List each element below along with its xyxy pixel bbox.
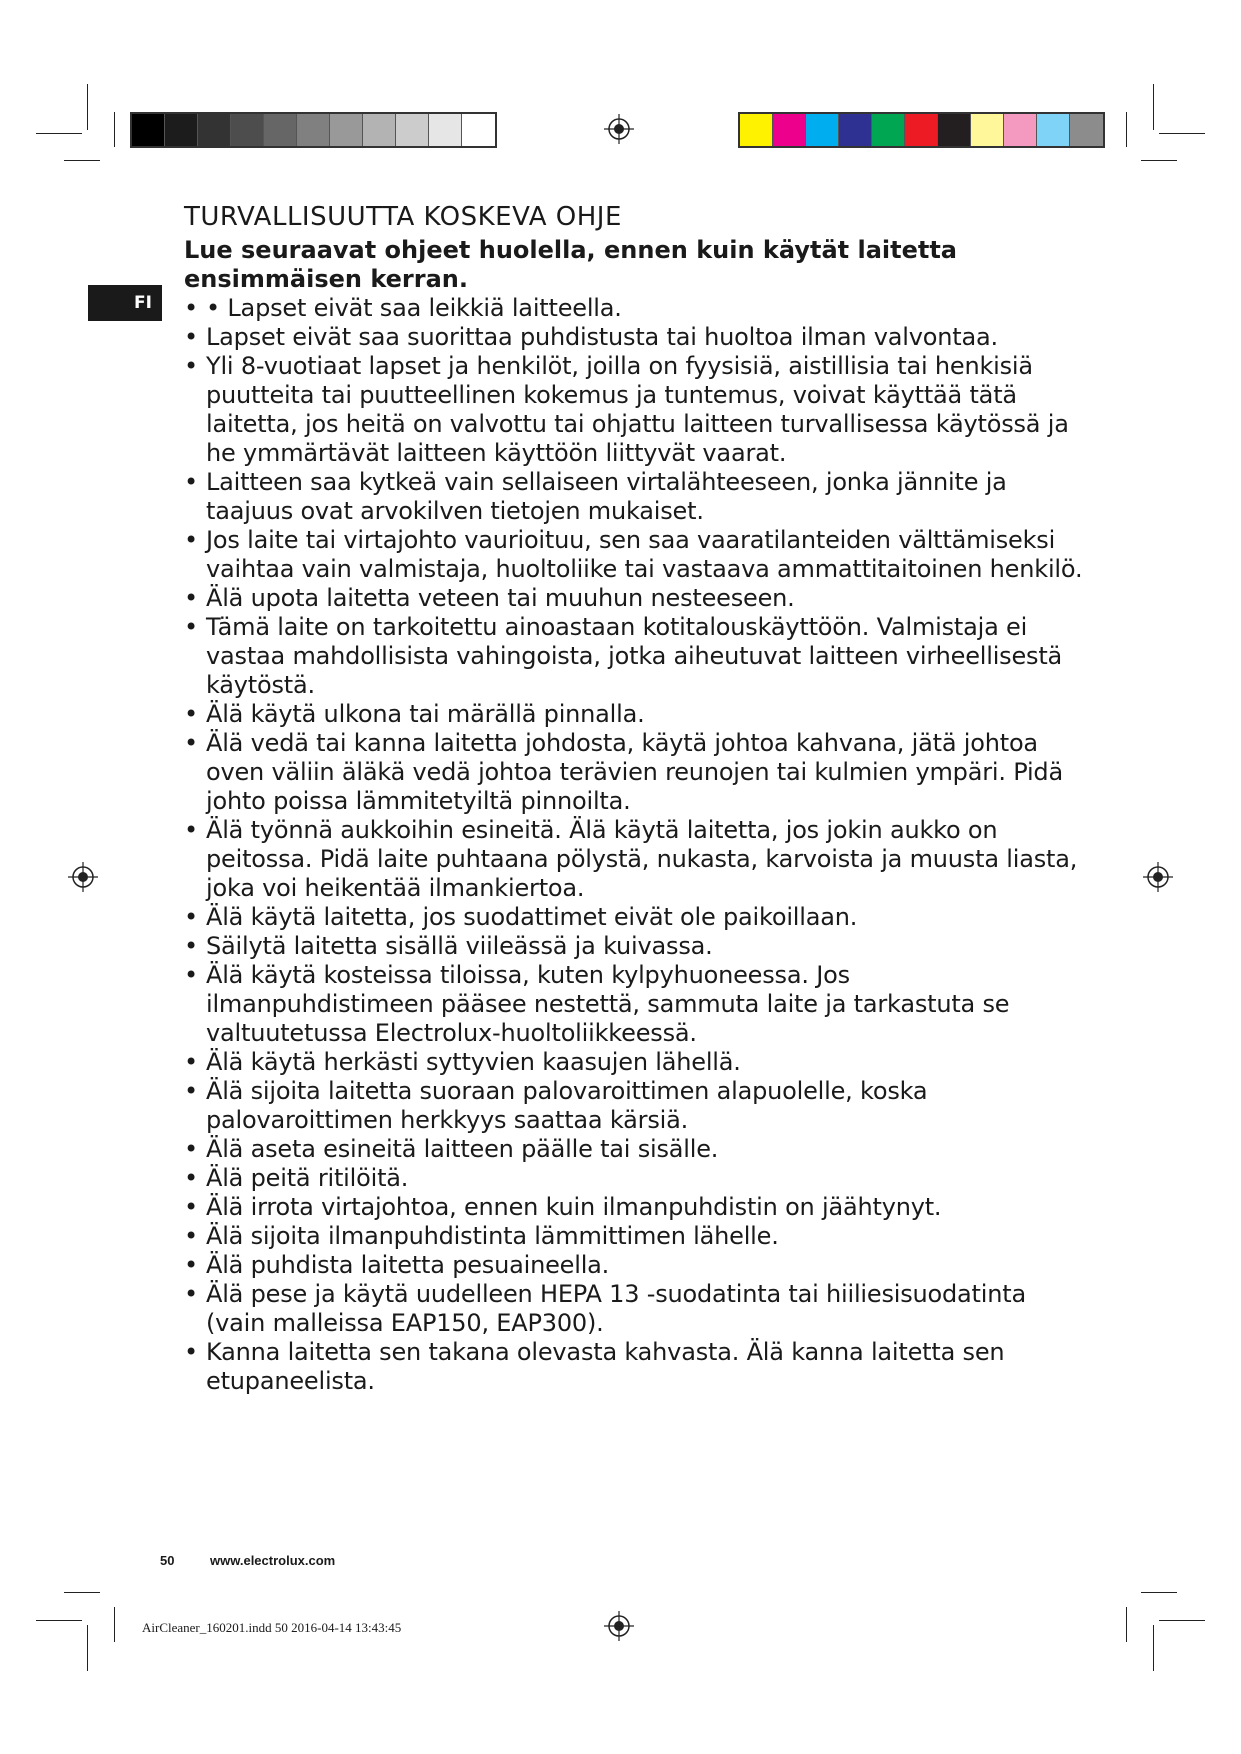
list-item-text: Säilytä laitetta sisällä viileässä ja kuivassa. (206, 932, 713, 960)
list-item (184, 468, 1084, 526)
page-number: 50 (160, 1553, 175, 1568)
language-tab: FI (88, 285, 162, 321)
list-item (184, 584, 1084, 613)
list-item (184, 961, 1084, 1048)
list-item (184, 294, 1084, 323)
crop-mark (36, 133, 82, 134)
list-item-text: Älä peitä ritilöitä. (206, 1164, 409, 1192)
color-swatch (938, 114, 971, 146)
bullet-icon: • (184, 1135, 198, 1163)
gray-swatch (297, 114, 330, 146)
crop-mark (64, 1592, 100, 1593)
list-item (184, 1193, 1084, 1222)
list-item-text: Älä käytä herkästi syttyvien kaasujen lähellä. (206, 1048, 741, 1076)
color-swatch (971, 114, 1004, 146)
safety-section (184, 200, 1084, 1396)
gray-swatch (330, 114, 363, 146)
gray-swatch (132, 114, 165, 146)
crop-mark (1126, 112, 1127, 147)
list-item-text: Älä irrota virtajohtoa, ennen kuin ilmanpuhdistin on jäähtynyt. (206, 1193, 942, 1221)
color-swatch (806, 114, 839, 146)
list-item-text: Älä sijoita ilmanpuhdistinta lämmittimen lähelle. (206, 1222, 779, 1250)
footer-url: www.electrolux.com (210, 1553, 336, 1568)
bullet-icon: • (184, 1048, 198, 1076)
bullet-icon: • (184, 1251, 198, 1279)
crop-mark (1153, 1625, 1154, 1671)
list-item (184, 1135, 1084, 1164)
list-item (184, 1251, 1084, 1280)
bullet-icon: • (184, 1077, 198, 1105)
bullet-icon: • (184, 613, 198, 641)
list-item (184, 700, 1084, 729)
bullet-icon: • (184, 932, 198, 960)
gray-swatch (396, 114, 429, 146)
list-item (184, 729, 1084, 816)
list-item-text: Älä käytä kosteissa tiloissa, kuten kylpyhuoneessa. Jos ilmanpuhdistimeen pääsee nestettä, sammuta laite ja tarkastuta se valtuutetussa Electrolux-huoltoliikkeessä. (206, 961, 1010, 1047)
list-item-text: Älä vedä tai kanna laitetta johdosta, käytä johtoa kahvana, jätä johtoa oven väliin äläkä vedä johtoa terävien reunojen tai kulmien ympäri. Pidä johto poissa lämmitetyiltä pinnoilta. (206, 729, 1063, 815)
grayscale-bar (130, 112, 497, 148)
registration-mark-icon (604, 114, 634, 144)
color-swatch (1004, 114, 1037, 146)
list-item-text: Älä upota laitetta veteen tai muuhun nesteeseen. (206, 584, 795, 612)
crop-mark (114, 112, 115, 147)
crop-mark (87, 1625, 88, 1671)
bullet-icon: • (184, 700, 198, 728)
color-swatch (773, 114, 806, 146)
list-item-text: Kanna laitetta sen takana olevasta kahvasta. Älä kanna laitetta sen etupaneelista. (206, 1338, 1005, 1395)
bullet-icon: • (184, 961, 198, 989)
bullet-icon: • (184, 816, 198, 844)
section-title: TURVALLISUUTTA KOSKEVA OHJE (184, 202, 622, 232)
bullet-icon: • (184, 294, 198, 322)
list-item-text: Älä puhdista laitetta pesuaineella. (206, 1251, 610, 1279)
list-item-text: Tämä laite on tarkoitettu ainoastaan kotitalouskäyttöön. Valmistaja ei vastaa mahdollisista vahingoista, jotka aiheutuvat laitteen virheellisestä käytöstä. (206, 613, 1063, 699)
list-item (184, 1338, 1084, 1396)
list-item-text: Älä käytä laitetta, jos suodattimet eivät ole paikoillaan. (206, 903, 858, 931)
crop-mark (1141, 160, 1177, 161)
crop-mark (1153, 84, 1154, 130)
gray-swatch (429, 114, 462, 146)
list-item (184, 352, 1084, 468)
gray-swatch (231, 114, 264, 146)
list-item (184, 613, 1084, 700)
list-item (184, 932, 1084, 961)
gray-swatch (165, 114, 198, 146)
color-swatch (905, 114, 938, 146)
registration-mark-icon (1143, 862, 1173, 892)
bullet-icon: • (184, 352, 198, 380)
gray-swatch (363, 114, 396, 146)
registration-mark-icon (604, 1611, 634, 1641)
list-item (184, 1222, 1084, 1251)
list-item (184, 323, 1084, 352)
list-item-text: Älä pese ja käytä uudelleen HEPA 13 -suodatinta tai hiiliesisuodatinta (vain malleissa EAP150, EAP300). (206, 1280, 1026, 1337)
color-swatch (1070, 114, 1103, 146)
color-swatch (1037, 114, 1070, 146)
list-item-text: Laitteen saa kytkeä vain sellaiseen virtalähteeseen, jonka jännite ja taajuus ovat arvokilven tietojen mukaiset. (206, 468, 1007, 525)
crop-mark (1126, 1607, 1127, 1642)
bullet-icon: • (184, 323, 198, 351)
crop-mark (87, 84, 88, 130)
gray-swatch (264, 114, 297, 146)
list-item (184, 1280, 1084, 1338)
color-bar (738, 112, 1105, 148)
registration-mark-icon (68, 862, 98, 892)
bullet-icon: • (184, 468, 198, 496)
print-slug: AirCleaner_160201.indd 50 2016-04-14 13:43:45 (142, 1620, 402, 1635)
crop-mark (1141, 1592, 1177, 1593)
list-item (184, 816, 1084, 903)
crop-mark (1159, 1620, 1205, 1621)
list-item-text: Älä sijoita laitetta suoraan palovaroittimen alapuolelle, koska palovaroittimen herkkyys saattaa kärsiä. (206, 1077, 928, 1134)
color-swatch (839, 114, 872, 146)
list-item (184, 1164, 1084, 1193)
bullet-icon: • (184, 1193, 198, 1221)
list-item-text: Yli 8-vuotiaat lapset ja henkilöt, joilla on fyysisiä, aistillisia tai henkisiä puutteita tai puutteellinen kokemus ja tuntemus, voivat käyttää tätä laitetta, jos heitä on valvottu tai ohjattu laitteen turvallisessa käytössä ja he ymmärtävät laitteen käyttöön liittyvät vaarat. (206, 352, 1069, 467)
list-item-text: Älä aseta esineitä laitteen päälle tai sisälle. (206, 1135, 719, 1163)
bullet-icon: • (184, 1222, 198, 1250)
list-item (184, 1077, 1084, 1135)
list-item (184, 526, 1084, 584)
gray-swatch (462, 114, 495, 146)
list-item-text: Lapset eivät saa suorittaa puhdistusta tai huoltoa ilman valvontaa. (206, 323, 998, 351)
crop-mark (64, 160, 100, 161)
list-item (184, 903, 1084, 932)
crop-mark (1159, 133, 1205, 134)
bullet-icon: • (184, 1338, 198, 1366)
bullet-icon: • (184, 729, 198, 757)
color-swatch (740, 114, 773, 146)
crop-mark (114, 1607, 115, 1642)
bullet-icon: • (184, 903, 198, 931)
list-item-text: Älä työnnä aukkoihin esineitä. Älä käytä laitetta, jos jokin aukko on peitossa. Pidä laite puhtaana pölystä, nukasta, karvoista ja muusta liasta, joka voi heikentää ilmankiertoa. (206, 816, 1078, 902)
list-item-text: Älä käytä ulkona tai märällä pinnalla. (206, 700, 645, 728)
bullet-icon: • (184, 526, 198, 554)
bullet-icon: • (184, 1280, 198, 1308)
list-item-text: Jos laite tai virtajohto vaurioituu, sen saa vaaratilanteiden välttämiseksi vaihtaa vain valmistaja, huoltoliike tai vastaava ammattitaitoinen henkilö. (206, 526, 1083, 583)
safety-list (184, 294, 1084, 1396)
gray-swatch (198, 114, 231, 146)
list-item (184, 1048, 1084, 1077)
bullet-icon: • (184, 1164, 198, 1192)
list-item-text: • Lapset eivät saa leikkiä laitteella. (206, 294, 622, 322)
crop-mark (36, 1620, 82, 1621)
bullet-icon: • (184, 584, 198, 612)
lead-text: Lue seuraavat ohjeet huolella, ennen kuin käytät laitetta ensimmäisen kerran. (184, 236, 958, 293)
color-swatch (872, 114, 905, 146)
